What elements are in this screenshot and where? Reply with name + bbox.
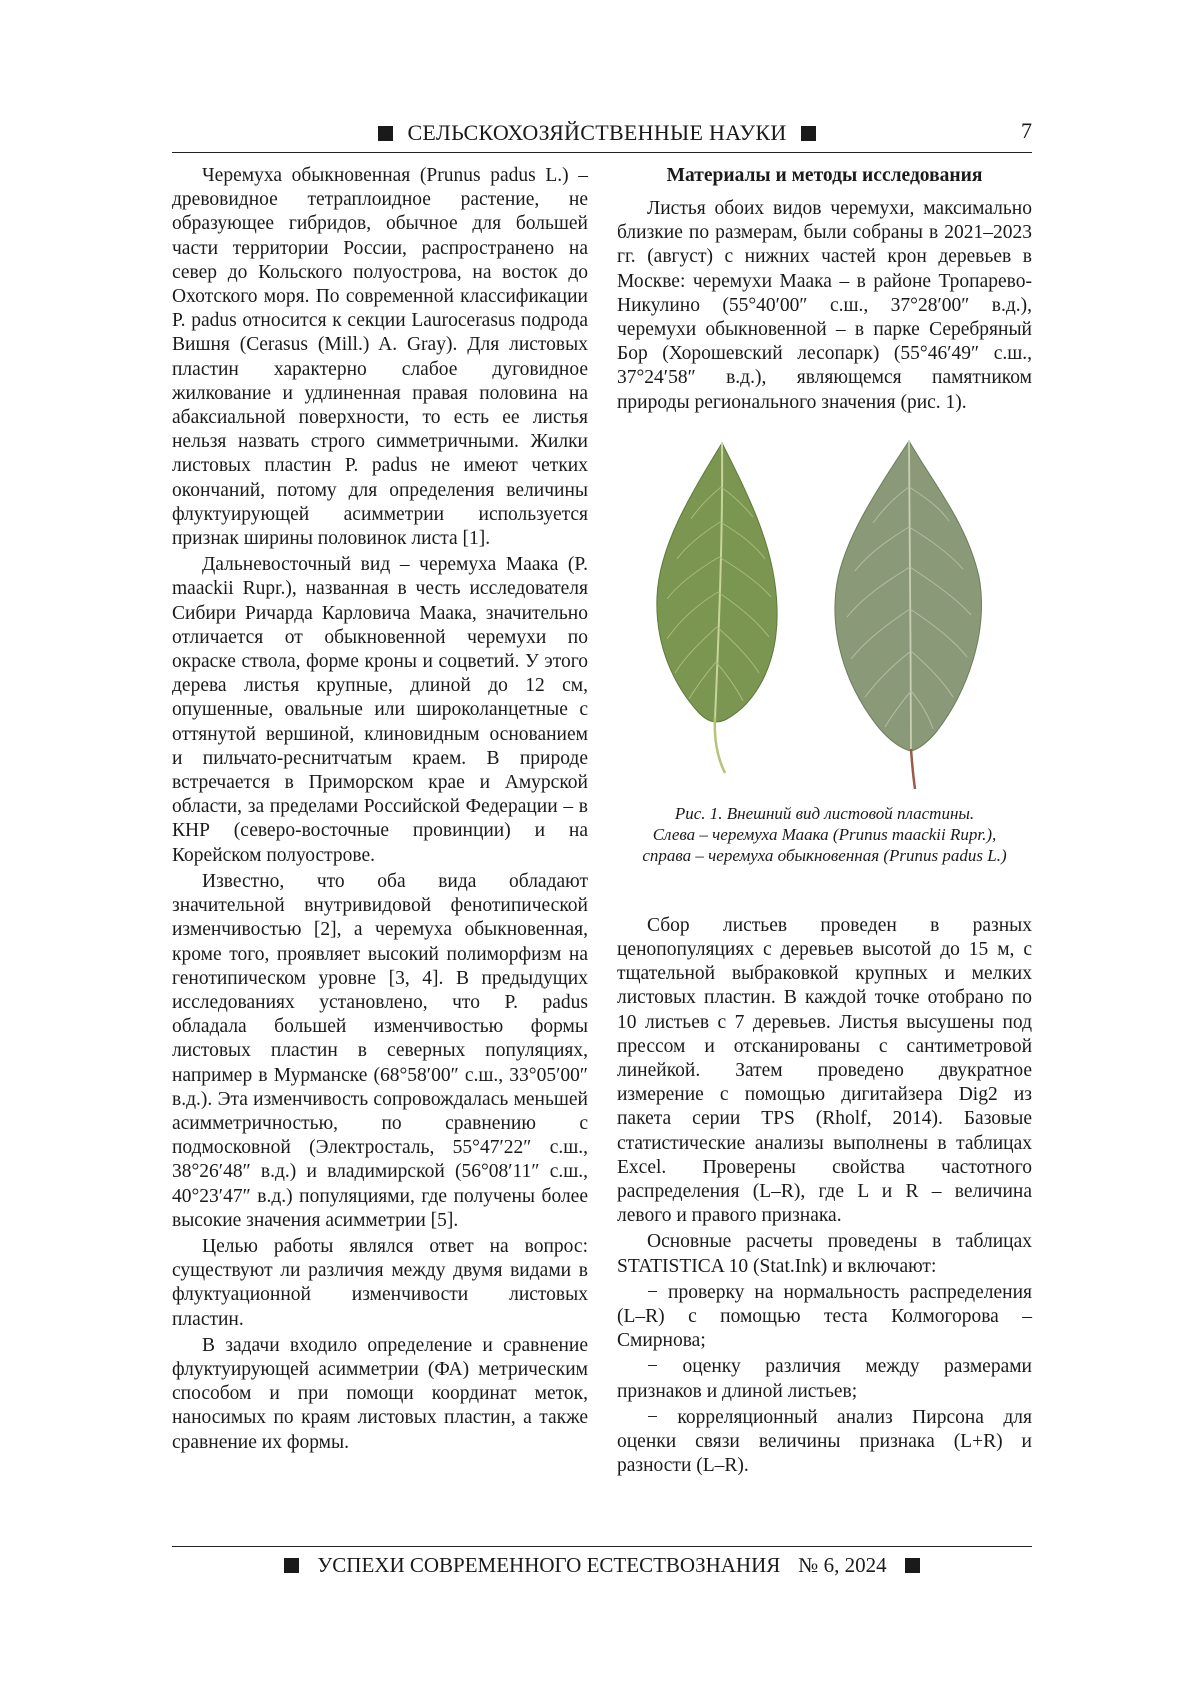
leaf-figure: [617, 437, 1032, 797]
right-column: [617, 164, 1032, 1479]
paragraph: Основные расчеты проведены в таблицах STATISTICA 10 (Stat.Ink) и включают:: [617, 1230, 1032, 1278]
list-item: − оценку различия между размерами признаков и длиной листьев;: [617, 1355, 1032, 1403]
square-bullet-icon: [801, 126, 816, 141]
paragraph: Черемуха обыкновенная (Prunus padus L.) – древовидное тетраплоидное растение, не образующее гибридов, обычное для большей части территории России, распространено на север до Кольского полуострова, на восток до Охотского моря. По современной классификации P. padus относится к секции Laurocerasus подрода Вишня (Cerasus (Mill.) A. Gray). Для листовых пластин характерно слабое дуговидное жилкование и удлиненная правая половина на абаксиальной поверхности, то есть ее листья нельзя назвать строго симметричными. Жилки листовых пластин P. padus не имеют четких окончаний, потому для определения величины флуктуирующей асимметрии используется признак ширины половинок листа [1].: [172, 164, 588, 551]
caption-line: Слева – черемуха Маака (Prunus maackii Rupr.),: [617, 824, 1032, 845]
issue-number: № 6, 2024: [798, 1553, 886, 1578]
paragraph: Известно, что оба вида обладают значительной внутривидовой фенотипической изменчивостью [2], а черемуха обыкновенная, кроме того, проявляет высокий полиморфизм на генотипическом уровне [3, 4]. В предыдущих исследованиях установлено, что P. padus обладала большей изменчивостью формы листовых пластин в северных популяциях, например в Мурманске (68°58′00″ с.ш., 33°05′00″ в.д.). Эта изменчивость сопровождалась меньшей асимметричностью, по сравнению с подмосковной (Электросталь, 55°47′22″ с.ш., 38°26′48″ в.д.) и владимирской (56°08′11″ с.ш., 40°23′47″ в.д.) популяциями, где получены более высокие значения асимметрии [5].: [172, 870, 588, 1233]
list-item: − корреляционный анализ Пирсона для оценки связи величины признака (L+R) и разности (L–R).: [617, 1406, 1032, 1479]
page-footer: [172, 1546, 1032, 1578]
paragraph: Дальневосточный вид – черемуха Маака (P. maackii Rupr.), названная в честь исследователя Сибири Ричарда Карловича Маака, значительно отличается от обыкновенной черемухи по окраске ствола, форме кроны и соцветий. У этого дерева листья крупные, длиной до 12 см, опушенные, овальные или широколанцетные с оттянутой вершиной, клиновидным основанием и пильчато-реснитчатым краем. В природе встречается в Приморском крае и Амурской области, за пределами Российской Федерации – в КНР (северо-восточные провинции) и на Корейском полуострове.: [172, 553, 588, 868]
page-number: 7: [1021, 118, 1032, 144]
left-column: [172, 164, 588, 1455]
figure-1: [617, 437, 1032, 866]
square-bullet-icon: [378, 126, 393, 141]
square-bullet-icon: [284, 1558, 299, 1573]
paragraph: Целью работы являлся ответ на вопрос: существуют ли различия между двумя видами в флуктуационной изменчивости листовых пластин.: [172, 1235, 588, 1332]
square-bullet-icon: [905, 1558, 920, 1573]
leaf-maackii: [657, 443, 777, 773]
paragraph: Листья обоих видов черемухи, максимально близкие по размерам, были собраны в 2021–2023 гг. (август) с нижних частей крон деревьев в Москве: черемухи Маака – в районе Тропарево-Никулино (55°40′00″ с.ш., 37°28′00″ в.д.), черемухи обыкновенной – в парке Серебряный Бор (Хорошевский лесопарк) (55°46′49″ с.ш., 37°24′58″ в.д.), являющемся памятником природы регионального значения (рис. 1).: [617, 197, 1032, 415]
list-item: − проверку на нормальность распределения (L–R) с помощью теста Колмогорова – Смирнова;: [617, 1281, 1032, 1354]
figure-caption: [617, 803, 1032, 866]
page-header: [172, 118, 1032, 153]
caption-line: Рис. 1. Внешний вид листовой пластины.: [617, 803, 1032, 824]
section-title: Материалы и методы исследования: [617, 164, 1032, 188]
journal-title: УСПЕХИ СОВРЕМЕННОГО ЕСТЕСТВОЗНАНИЯ: [317, 1553, 780, 1578]
paragraph: Сбор листьев проведен в разных ценопопуляциях с деревьев высотой до 15 м, с тщательной выбраковкой крупных и мелких листовых пластин. В каждой точке отобрано по 10 листьев с 7 деревьев. Листья высушены под прессом и отсканированы с сантиметровой линейкой. Затем проведено двукратное измерение с помощью дигитайзера Dig2 из пакета серии TPS (Rholf, 2014). Базовые статистические анализы выполнены в таблицах Excel. Проверены свойства частотного распределения (L–R), где L и R – величина левого и правого признака.: [617, 914, 1032, 1229]
running-head: [377, 120, 817, 146]
journal-section: СЕЛЬСКОХОЗЯЙСТВЕННЫЕ НАУКИ: [407, 120, 786, 146]
leaf-padus: [835, 441, 981, 789]
caption-line: справа – черемуха обыкновенная (Prunus padus L.): [617, 845, 1032, 866]
paragraph: В задачи входило определение и сравнение флуктуирующей асимметрии (ФА) метрическим способом и при помощи координат меток, наносимых по краям листовых пластин, а также сравнение их формы.: [172, 1334, 588, 1455]
